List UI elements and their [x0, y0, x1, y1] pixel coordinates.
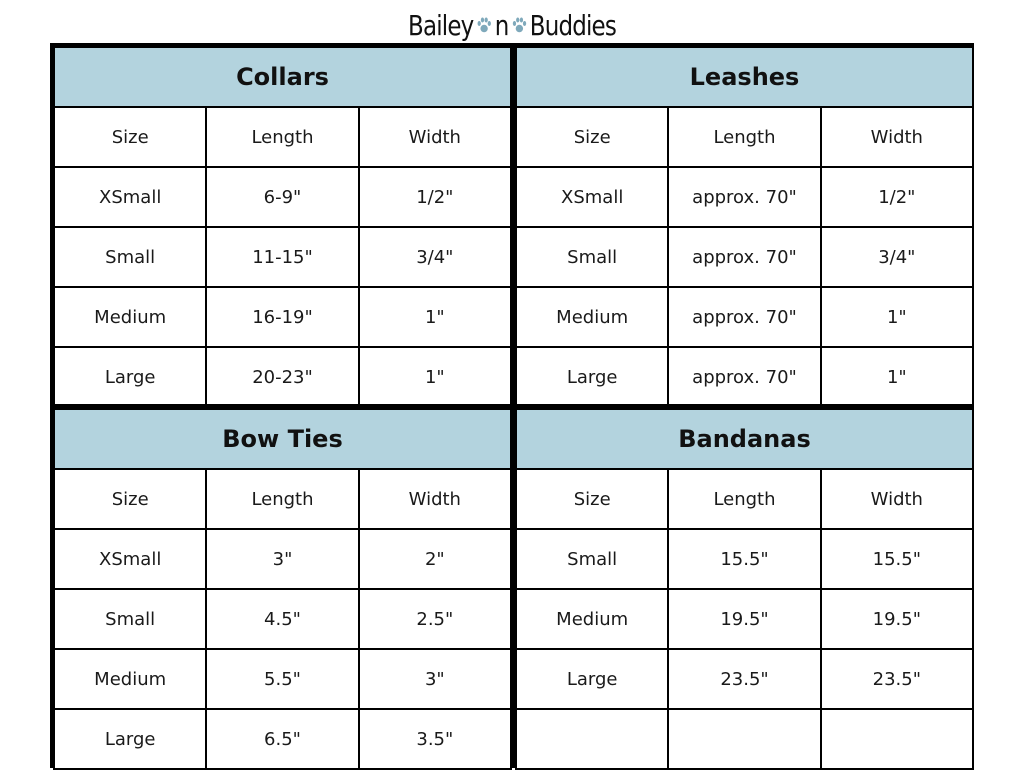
cell: approx. 70" [668, 167, 820, 227]
cell: Large [54, 347, 206, 407]
cell: Large [516, 347, 668, 407]
cell: 3/4" [821, 227, 973, 287]
cell: Large [516, 649, 668, 709]
cell [516, 709, 668, 769]
bandanas-title: Bandanas [516, 409, 973, 469]
table-header-row [54, 107, 511, 167]
cell: 2" [359, 529, 511, 589]
table-row [54, 287, 511, 347]
table-row [54, 649, 511, 709]
cell: 20-23" [206, 347, 358, 407]
table-header-row [516, 469, 973, 529]
table-row [54, 709, 511, 769]
cell: Medium [54, 287, 206, 347]
cell: 6-9" [206, 167, 358, 227]
table-row [54, 347, 511, 407]
header-cell: Size [516, 107, 668, 167]
cell: 23.5" [821, 649, 973, 709]
leashes-table [515, 46, 974, 404]
cell: 23.5" [668, 649, 820, 709]
cell: 5.5" [206, 649, 358, 709]
header-cell: Width [821, 469, 973, 529]
cell: 19.5" [821, 589, 973, 649]
cell: approx. 70" [668, 287, 820, 347]
leashes-title: Leashes [516, 47, 973, 107]
bow-ties-title: Bow Ties [54, 409, 511, 469]
cell: 1/2" [821, 167, 973, 227]
bow-ties-table [53, 408, 512, 768]
table-row [516, 589, 973, 649]
cell: 2.5" [359, 589, 511, 649]
brand-logo [92, 4, 932, 46]
cell: Medium [54, 649, 206, 709]
paw-icon [511, 15, 527, 35]
cell: 3" [206, 529, 358, 589]
table-row [516, 227, 973, 287]
cell: 15.5" [821, 529, 973, 589]
cell: 6.5" [206, 709, 358, 769]
cell: Small [516, 227, 668, 287]
header-cell: Size [54, 107, 206, 167]
cell [821, 709, 973, 769]
table-row [516, 347, 973, 407]
cell: Large [54, 709, 206, 769]
brand-word-left: Bailey [408, 8, 474, 42]
brand-word-right: Buddies [529, 8, 616, 42]
cell: 1" [359, 347, 511, 407]
header-cell: Width [821, 107, 973, 167]
cell: XSmall [516, 167, 668, 227]
header-cell: Length [668, 107, 820, 167]
header-cell: Width [359, 469, 511, 529]
cell: approx. 70" [668, 347, 820, 407]
cell: Small [54, 589, 206, 649]
cell: 3/4" [359, 227, 511, 287]
cell: 1/2" [359, 167, 511, 227]
cell: Small [54, 227, 206, 287]
cell: 3" [359, 649, 511, 709]
cell: Small [516, 529, 668, 589]
table-header-row [516, 107, 973, 167]
cell: 1" [359, 287, 511, 347]
brand-word-middle: n [494, 8, 509, 42]
table-row [54, 589, 511, 649]
cell: 11-15" [206, 227, 358, 287]
cell: 16-19" [206, 287, 358, 347]
header-cell: Length [206, 107, 358, 167]
header-cell: Size [516, 469, 668, 529]
cell: 1" [821, 347, 973, 407]
cell [668, 709, 820, 769]
header-cell: Length [668, 469, 820, 529]
cell: Medium [516, 589, 668, 649]
bandanas-table [515, 408, 974, 768]
table-header-row [54, 469, 511, 529]
cell: XSmall [54, 167, 206, 227]
table-row [516, 287, 973, 347]
cell: 15.5" [668, 529, 820, 589]
cell: 3.5" [359, 709, 511, 769]
cell: 19.5" [668, 589, 820, 649]
size-chart-grid [50, 43, 974, 768]
cell: 1" [821, 287, 973, 347]
table-row [54, 227, 511, 287]
cell: 4.5" [206, 589, 358, 649]
header-cell: Width [359, 107, 511, 167]
table-row [516, 167, 973, 227]
collars-table [53, 46, 512, 404]
cell: Medium [516, 287, 668, 347]
table-row [54, 529, 511, 589]
cell: approx. 70" [668, 227, 820, 287]
header-cell: Length [206, 469, 358, 529]
table-row [516, 649, 973, 709]
table-row [516, 709, 973, 769]
header-cell: Size [54, 469, 206, 529]
cell: XSmall [54, 529, 206, 589]
table-row [516, 529, 973, 589]
paw-icon [476, 15, 492, 35]
table-row [54, 167, 511, 227]
collars-title: Collars [54, 47, 511, 107]
